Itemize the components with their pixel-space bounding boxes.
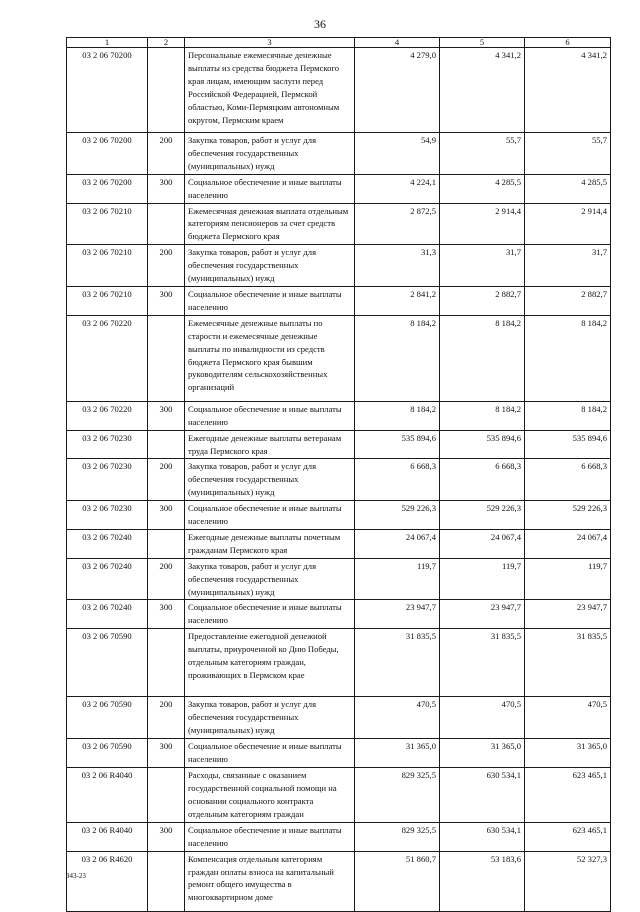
row-value-year3: 52 327,3 [525,851,611,911]
row-value-year1: 4 224,1 [355,174,440,203]
row-value-year3: 4 285,5 [525,174,611,203]
row-expense-type: 200 [148,459,185,501]
row-value-year2: 53 183,6 [440,851,525,911]
row-value-year1: 470,5 [355,697,440,739]
row-code: 03 2 06 70590 [67,629,148,697]
column-header: 4 [355,38,440,48]
row-value-year2: 55,7 [440,133,525,175]
row-code: 03 2 06 R4040 [67,767,148,822]
row-value-year3: 31 835,5 [525,629,611,697]
row-value-year3: 529 226,3 [525,501,611,530]
table-row [67,529,611,558]
row-description: Социальное обеспечение и иные выплаты населению [185,739,355,768]
row-description: Социальное обеспечение и иные выплаты населению [185,822,355,851]
row-value-year3: 31 365,0 [525,739,611,768]
column-header: 1 [67,38,148,48]
row-expense-type [148,767,185,822]
row-expense-type: 200 [148,697,185,739]
row-value-year3: 623 465,1 [525,822,611,851]
row-code: 03 2 06 70240 [67,529,148,558]
row-description: Закупка товаров, работ и услуг для обеспечения государственных (муниципальных) нужд [185,245,355,287]
row-value-year2: 8 184,2 [440,401,525,430]
row-description: Ежемесячная денежная выплата отдельным категориям пенсионеров за счет средств бюджета Пермского края [185,203,355,245]
row-value-year2: 630 534,1 [440,767,525,822]
row-expense-type [148,851,185,911]
row-expense-type [148,203,185,245]
table-row [67,822,611,851]
table-row [67,501,611,530]
table-row [67,600,611,629]
row-description: Закупка товаров, работ и услуг для обеспечения государственных (муниципальных) нужд [185,697,355,739]
column-header: 5 [440,38,525,48]
row-value-year1: 8 184,2 [355,315,440,401]
table-row [67,558,611,600]
table-row [67,315,611,401]
row-expense-type [148,48,185,133]
row-description: Расходы, связанные с оказанием государственной социальной помощи на основании социального контракта отдельным категориям граждан [185,767,355,822]
row-expense-type: 300 [148,600,185,629]
row-expense-type: 300 [148,286,185,315]
row-value-year1: 4 279,0 [355,48,440,133]
column-header: 2 [148,38,185,48]
row-value-year2: 24 067,4 [440,529,525,558]
row-code: 03 2 06 70230 [67,430,148,459]
row-code: 03 2 06 70590 [67,739,148,768]
row-expense-type: 200 [148,558,185,600]
row-code: 03 2 06 70230 [67,501,148,530]
row-expense-type: 300 [148,739,185,768]
row-value-year2: 119,7 [440,558,525,600]
row-code: 03 2 06 70210 [67,245,148,287]
table-row [67,401,611,430]
row-value-year3: 24 067,4 [525,529,611,558]
row-value-year2: 535 894,6 [440,430,525,459]
row-value-year2: 4 341,2 [440,48,525,133]
row-value-year1: 535 894,6 [355,430,440,459]
row-description: Закупка товаров, работ и услуг для обеспечения государственных (муниципальных) нужд [185,558,355,600]
row-expense-type [148,529,185,558]
row-value-year1: 8 184,2 [355,401,440,430]
row-value-year3: 623 465,1 [525,767,611,822]
row-value-year3: 23 947,7 [525,600,611,629]
row-value-year1: 829 325,5 [355,822,440,851]
budget-table [66,37,611,912]
row-value-year1: 51 860,7 [355,851,440,911]
row-value-year2: 2 914,4 [440,203,525,245]
row-description: Ежемесячные денежные выплаты по старости и ежемесячные денежные выплаты по инвалидности из средств бюджета Пермского края бывшим руководителям сельскохозяйственных организаций [185,315,355,401]
row-expense-type: 300 [148,501,185,530]
row-description: Предоставление ежегодной денежной выплаты, приуроченной ко Дню Победы, отдельным категориям граждан, проживающих в Пермском крае [185,629,355,697]
row-description: Закупка товаров, работ и услуг для обеспечения государственных (муниципальных) нужд [185,459,355,501]
table-row [67,851,611,911]
row-code: 03 2 06 70200 [67,174,148,203]
table-row [67,133,611,175]
row-description: Ежегодные денежные выплаты ветеранам труда Пермского края [185,430,355,459]
row-description: Ежегодные денежные выплаты почетным гражданам Пермского края [185,529,355,558]
row-code: 03 2 06 70590 [67,697,148,739]
row-value-year1: 829 325,5 [355,767,440,822]
row-value-year1: 23 947,7 [355,600,440,629]
row-expense-type: 200 [148,133,185,175]
row-value-year3: 4 341,2 [525,48,611,133]
row-code: 03 2 06 70200 [67,133,148,175]
row-value-year3: 55,7 [525,133,611,175]
row-value-year2: 8 184,2 [440,315,525,401]
row-value-year2: 6 668,3 [440,459,525,501]
table-row [67,174,611,203]
row-value-year3: 6 668,3 [525,459,611,501]
row-value-year2: 31 835,5 [440,629,525,697]
row-value-year1: 529 226,3 [355,501,440,530]
row-value-year1: 119,7 [355,558,440,600]
row-code: 03 2 06 70200 [67,48,148,133]
column-header: 6 [525,38,611,48]
row-value-year2: 470,5 [440,697,525,739]
row-expense-type [148,629,185,697]
row-code: 03 2 06 70230 [67,459,148,501]
row-expense-type [148,430,185,459]
row-description: Персональные ежемесячные денежные выплаты из средства бюджета Пермского края лицам, имеющим заслуги перед Российской Федерацией, Пермской областью, Коми-Пермяцким автономным округом, Пермским краем [185,48,355,133]
row-value-year1: 2 841,2 [355,286,440,315]
row-value-year1: 31 365,0 [355,739,440,768]
row-expense-type: 200 [148,245,185,287]
row-code: 03 2 06 70210 [67,286,148,315]
row-expense-type: 300 [148,401,185,430]
row-value-year2: 4 285,5 [440,174,525,203]
row-description: Социальное обеспечение и иные выплаты населению [185,600,355,629]
row-description: Социальное обеспечение и иные выплаты населению [185,401,355,430]
row-expense-type: 300 [148,822,185,851]
row-value-year1: 2 872,5 [355,203,440,245]
table-row [67,459,611,501]
row-expense-type: 300 [148,174,185,203]
row-value-year3: 2 914,4 [525,203,611,245]
row-value-year2: 31 365,0 [440,739,525,768]
row-value-year3: 119,7 [525,558,611,600]
row-code: 03 2 06 70240 [67,600,148,629]
row-description: Социальное обеспечение и иные выплаты населению [185,286,355,315]
row-value-year3: 8 184,2 [525,315,611,401]
row-code: 03 2 06 70210 [67,203,148,245]
row-value-year3: 470,5 [525,697,611,739]
row-code: 03 2 06 70240 [67,558,148,600]
table-row [67,697,611,739]
row-value-year1: 31,3 [355,245,440,287]
table-row [67,767,611,822]
table-row [67,629,611,697]
row-value-year1: 6 668,3 [355,459,440,501]
row-code: 03 2 06 70220 [67,401,148,430]
row-value-year3: 2 882,7 [525,286,611,315]
row-value-year2: 529 226,3 [440,501,525,530]
column-header: 3 [185,38,355,48]
row-value-year1: 24 067,4 [355,529,440,558]
table-row [67,430,611,459]
table-header-row [67,38,611,48]
row-code: 03 2 06 R4620 [67,851,148,911]
row-value-year1: 31 835,5 [355,629,440,697]
row-value-year2: 2 882,7 [440,286,525,315]
row-value-year2: 31,7 [440,245,525,287]
table-row [67,739,611,768]
row-code: 03 2 06 R4040 [67,822,148,851]
table-row [67,48,611,133]
row-value-year3: 31,7 [525,245,611,287]
row-value-year1: 54,9 [355,133,440,175]
table-row [67,203,611,245]
page-number: 36 [314,17,326,31]
row-value-year2: 23 947,7 [440,600,525,629]
row-value-year2: 630 534,1 [440,822,525,851]
row-description: Закупка товаров, работ и услуг для обеспечения государственных (муниципальных) нужд [185,133,355,175]
row-description: Социальное обеспечение и иные выплаты населению [185,501,355,530]
row-description: Компенсация отдельным категориям граждан оплаты взноса на капитальный ремонт общего имущества в многоквартирном доме [185,851,355,911]
table-row [67,245,611,287]
table-row [67,286,611,315]
row-value-year3: 535 894,6 [525,430,611,459]
row-code: 03 2 06 70220 [67,315,148,401]
row-expense-type [148,315,185,401]
row-value-year3: 8 184,2 [525,401,611,430]
row-description: Социальное обеспечение и иные выплаты населению [185,174,355,203]
footer-code: 943-23 [66,872,86,880]
